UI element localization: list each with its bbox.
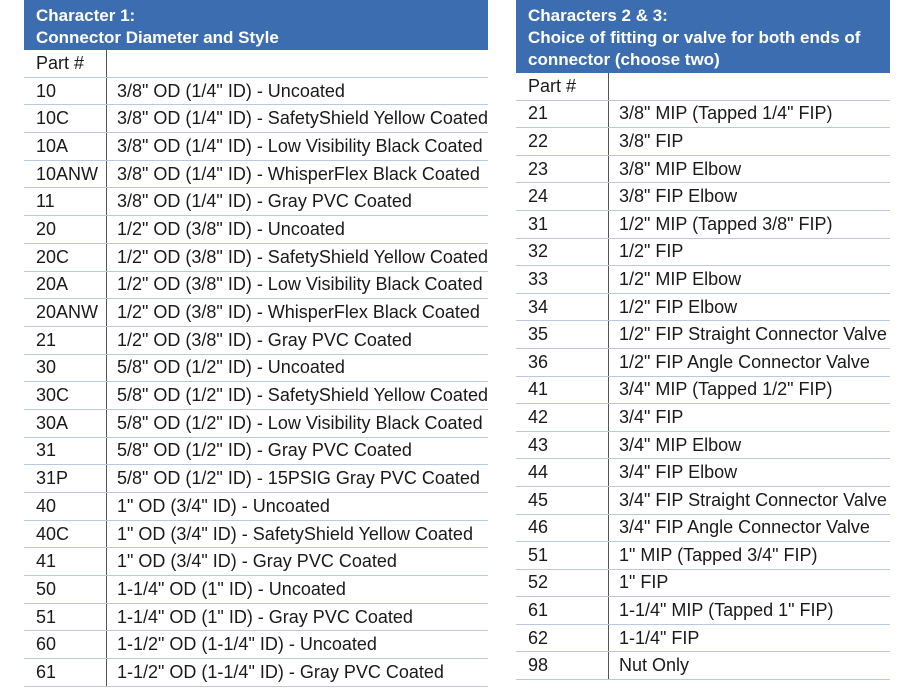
- description-cell: 3/8" MIP (Tapped 1/4" FIP): [609, 100, 891, 128]
- description-cell: 1-1/4" MIP (Tapped 1" FIP): [609, 597, 891, 625]
- table-row: [516, 155, 890, 183]
- table-row: [516, 100, 890, 128]
- table-title-line-2: Connector Diameter and Style: [36, 28, 279, 47]
- part-number-cell: 61: [516, 597, 609, 625]
- description-cell: 1/2" OD (3/8" ID) - Uncoated: [107, 216, 489, 244]
- description-cell: 1-1/4" OD (1" ID) - Uncoated: [107, 576, 489, 604]
- part-number-cell: 30: [24, 354, 107, 382]
- table-row: [516, 431, 890, 459]
- description-cell: 1/2" FIP Elbow: [609, 293, 891, 321]
- table-row: [516, 652, 890, 680]
- part-number-cell: 10A: [24, 133, 107, 161]
- part-number-cell: 20A: [24, 271, 107, 299]
- fitting-valve-table: [516, 0, 890, 680]
- table-row: [24, 243, 488, 271]
- part-number-cell: 33: [516, 266, 609, 294]
- table-row: [24, 326, 488, 354]
- description-cell: 1" OD (3/4" ID) - Uncoated: [107, 493, 489, 521]
- table-row: [24, 603, 488, 631]
- part-number-cell: 34: [516, 293, 609, 321]
- column-header-description: [107, 50, 489, 77]
- table-row: [24, 548, 488, 576]
- table-row: [516, 569, 890, 597]
- description-cell: 3/8" OD (1/4" ID) - Low Visibility Black Coated: [107, 133, 489, 161]
- description-cell: 3/4" FIP Straight Connector Valve: [609, 486, 891, 514]
- description-cell: 1/2" OD (3/8" ID) - WhisperFlex Black Coated: [107, 299, 489, 327]
- description-cell: 3/8" OD (1/4" ID) - SafetyShield Yellow Coated: [107, 105, 489, 133]
- table-row: [24, 576, 488, 604]
- description-cell: 3/4" MIP Elbow: [609, 431, 891, 459]
- table-row: [516, 597, 890, 625]
- table-row: [516, 376, 890, 404]
- table-row: [516, 486, 890, 514]
- part-number-cell: 31: [24, 437, 107, 465]
- table-title-line-1: Character 1:: [36, 6, 136, 25]
- part-number-cell: 62: [516, 624, 609, 652]
- description-cell: 1" OD (3/4" ID) - SafetyShield Yellow Coated: [107, 520, 489, 548]
- table-body: [24, 50, 488, 687]
- description-cell: Nut Only: [609, 652, 891, 680]
- part-number-cell: 60: [24, 631, 107, 659]
- table-row: [24, 437, 488, 465]
- description-cell: 1/2" FIP Angle Connector Valve: [609, 348, 891, 376]
- part-number-cell: 46: [516, 514, 609, 542]
- table-row: [24, 299, 488, 327]
- part-number-cell: 52: [516, 569, 609, 597]
- table-header: [24, 0, 488, 50]
- table-row: [516, 183, 890, 211]
- part-number-cell: 43: [516, 431, 609, 459]
- part-number-cell: 30C: [24, 382, 107, 410]
- connector-diameter-table: [24, 0, 488, 687]
- description-cell: 3/4" FIP Angle Connector Valve: [609, 514, 891, 542]
- description-cell: 3/8" FIP: [609, 128, 891, 156]
- part-number-cell: 30A: [24, 409, 107, 437]
- description-cell: 1/2" MIP Elbow: [609, 266, 891, 294]
- description-cell: 1/2" MIP (Tapped 3/8" FIP): [609, 210, 891, 238]
- part-number-cell: 24: [516, 183, 609, 211]
- table-title-line-3: connector (choose two): [528, 50, 720, 69]
- table-row: [516, 266, 890, 294]
- column-header-part: Part #: [516, 73, 609, 100]
- table-row: [24, 520, 488, 548]
- description-cell: 3/8" OD (1/4" ID) - Gray PVC Coated: [107, 188, 489, 216]
- table-row: [516, 128, 890, 156]
- description-cell: 1/2" FIP: [609, 238, 891, 266]
- part-number-cell: 23: [516, 155, 609, 183]
- part-number-cell: 22: [516, 128, 609, 156]
- description-cell: 5/8" OD (1/2" ID) - Low Visibility Black Coated: [107, 409, 489, 437]
- table-row: [24, 216, 488, 244]
- description-cell: 1/2" OD (3/8" ID) - SafetyShield Yellow Coated: [107, 243, 489, 271]
- table-body: [516, 73, 890, 680]
- table-header: [516, 0, 890, 73]
- description-cell: 1" FIP: [609, 569, 891, 597]
- part-number-cell: 10C: [24, 105, 107, 133]
- table-row: [24, 271, 488, 299]
- column-header-part: Part #: [24, 50, 107, 77]
- table-row: [516, 321, 890, 349]
- part-number-cell: 10: [24, 77, 107, 105]
- description-cell: 1-1/4" OD (1" ID) - Gray PVC Coated: [107, 603, 489, 631]
- part-number-cell: 20C: [24, 243, 107, 271]
- description-cell: 1/2" OD (3/8" ID) - Low Visibility Black Coated: [107, 271, 489, 299]
- description-cell: 5/8" OD (1/2" ID) - Uncoated: [107, 354, 489, 382]
- part-number-cell: 35: [516, 321, 609, 349]
- table-title-line-2: Choice of fitting or valve for both ends of: [528, 28, 861, 47]
- part-number-cell: 32: [516, 238, 609, 266]
- table-row: [24, 105, 488, 133]
- table-row: [516, 514, 890, 542]
- part-number-cell: 42: [516, 404, 609, 432]
- part-number-cell: 51: [24, 603, 107, 631]
- part-number-cell: 36: [516, 348, 609, 376]
- part-number-cell: 20: [24, 216, 107, 244]
- table-row: [24, 631, 488, 659]
- part-number-cell: 41: [516, 376, 609, 404]
- column-header-row: [516, 73, 890, 100]
- description-cell: 3/4" FIP Elbow: [609, 459, 891, 487]
- part-number-cell: 51: [516, 542, 609, 570]
- part-number-cell: 40C: [24, 520, 107, 548]
- description-cell: 1/2" FIP Straight Connector Valve: [609, 321, 891, 349]
- table-row: [24, 77, 488, 105]
- table-row: [24, 659, 488, 687]
- part-number-cell: 10ANW: [24, 160, 107, 188]
- table-row: [24, 493, 488, 521]
- table-row: [516, 348, 890, 376]
- description-cell: 5/8" OD (1/2" ID) - 15PSIG Gray PVC Coated: [107, 465, 489, 493]
- description-cell: 5/8" OD (1/2" ID) - SafetyShield Yellow Coated: [107, 382, 489, 410]
- table-row: [24, 465, 488, 493]
- table-row: [516, 238, 890, 266]
- part-number-cell: 61: [24, 659, 107, 687]
- part-number-cell: 20ANW: [24, 299, 107, 327]
- table-row: [24, 188, 488, 216]
- part-number-cell: 98: [516, 652, 609, 680]
- part-number-cell: 31P: [24, 465, 107, 493]
- description-cell: 3/8" FIP Elbow: [609, 183, 891, 211]
- description-cell: 3/8" OD (1/4" ID) - Uncoated: [107, 77, 489, 105]
- description-cell: 3/4" FIP: [609, 404, 891, 432]
- part-number-cell: 21: [516, 100, 609, 128]
- table-row: [516, 404, 890, 432]
- description-cell: 1" MIP (Tapped 3/4" FIP): [609, 542, 891, 570]
- description-cell: 5/8" OD (1/2" ID) - Gray PVC Coated: [107, 437, 489, 465]
- table-row: [516, 293, 890, 321]
- table-row: [24, 160, 488, 188]
- description-cell: 1-1/2" OD (1-1/4" ID) - Uncoated: [107, 631, 489, 659]
- table-title-line-1: Characters 2 & 3:: [528, 6, 668, 25]
- table-row: [516, 542, 890, 570]
- part-number-cell: 44: [516, 459, 609, 487]
- part-number-cell: 45: [516, 486, 609, 514]
- table-row: [516, 210, 890, 238]
- table-row: [24, 354, 488, 382]
- table-row: [24, 133, 488, 161]
- column-header-row: [24, 50, 488, 77]
- description-cell: 3/8" MIP Elbow: [609, 155, 891, 183]
- table-row: [516, 459, 890, 487]
- description-cell: 1/2" OD (3/8" ID) - Gray PVC Coated: [107, 326, 489, 354]
- part-number-cell: 41: [24, 548, 107, 576]
- part-number-cell: 11: [24, 188, 107, 216]
- part-number-cell: 50: [24, 576, 107, 604]
- column-header-description: [609, 73, 891, 100]
- part-number-cell: 31: [516, 210, 609, 238]
- description-cell: 3/8" OD (1/4" ID) - WhisperFlex Black Coated: [107, 160, 489, 188]
- table-row: [516, 624, 890, 652]
- description-cell: 1-1/2" OD (1-1/4" ID) - Gray PVC Coated: [107, 659, 489, 687]
- table-row: [24, 409, 488, 437]
- part-number-cell: 21: [24, 326, 107, 354]
- description-cell: 1-1/4" FIP: [609, 624, 891, 652]
- table-row: [24, 382, 488, 410]
- description-cell: 3/4" MIP (Tapped 1/2" FIP): [609, 376, 891, 404]
- part-number-cell: 40: [24, 493, 107, 521]
- description-cell: 1" OD (3/4" ID) - Gray PVC Coated: [107, 548, 489, 576]
